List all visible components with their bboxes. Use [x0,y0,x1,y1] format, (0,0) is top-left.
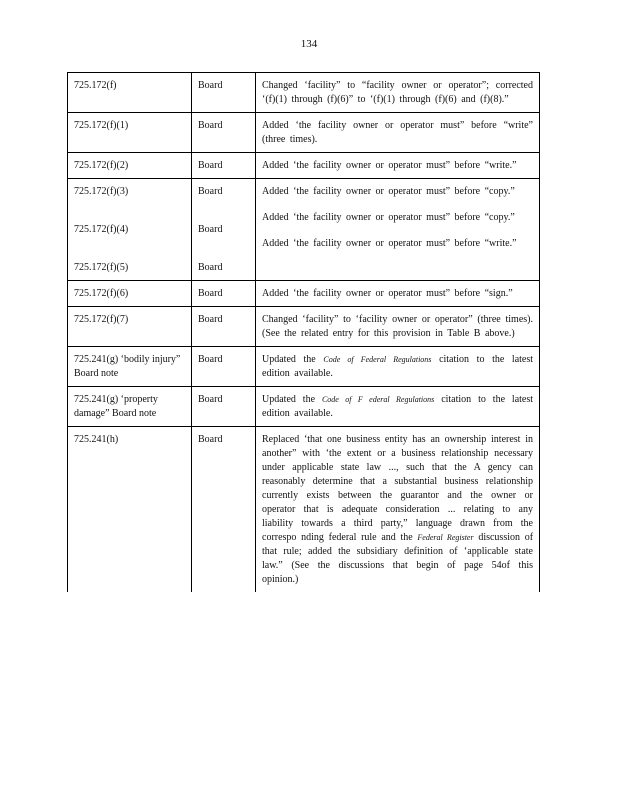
section-label: 725.172(f)(5) [74,262,129,273]
table-row [68,387,540,427]
source-cell: Board [192,387,256,427]
change-text: Added ‘the facility owner or operator must” before “copy.” [262,212,515,223]
change-cell [256,427,540,593]
change-cell [256,179,540,281]
source-cell: Board [192,307,256,347]
table-row [68,347,540,387]
change-cell [256,387,540,427]
source-cell: Board [192,281,256,307]
section-cell: 725.172(f)(6) [68,281,192,307]
change-text: Replaced ‘that one business entity has an ownership interest in another” with ‘the extent or a business relationship necessary under applicable state law ..., such that the A gency can reasonably determine that a substantial business relationship currently exists between the guarantor and the owner or operator that is adequate consideration ... relating to any liability towards a third party,” language drawn from the correspo nding federal rule and the [262,434,533,543]
source-label: Board [198,262,223,273]
section-cell: 725.172(f)(7) [68,307,192,347]
section-cell [68,179,192,281]
citation-title: Federal Register [417,533,474,542]
source-cell: Board [192,73,256,113]
table-row [68,281,540,307]
section-cell: 725.241(g) ‘bodily injury” Board note [68,347,192,387]
table-row [68,427,540,593]
source-cell [192,179,256,281]
change-text: citation to the latest edition available. [262,354,534,379]
source-cell: Board [192,113,256,153]
section-label: 725.172(f)(3) [74,186,129,197]
change-cell: Changed ‘facility” to ‘facility owner or operator” (three times). (See the related entry for this provision in Table B above.) [256,307,540,347]
source-cell: Board [192,153,256,179]
change-text: discussion of that rule; added the subsidiary definition of ‘applicable state law.” (See the discussions that begin of page 54of this opinion.) [262,532,534,585]
section-cell: 725.241(h) [68,427,192,593]
change-cell: Added ‘the facility owner or operator must” before “write” (three times). [256,113,540,153]
source-label: Board [198,224,223,235]
section-cell: 725.172(f)(1) [68,113,192,153]
source-label: Board [198,186,223,197]
section-cell: 725.172(f)(2) [68,153,192,179]
change-cell [256,347,540,387]
change-text: Updated the [262,354,316,365]
table-row-merged [68,179,540,281]
changes-table [67,72,540,592]
change-text: Updated the [262,394,316,405]
citation-title: Code of Federal Regulations [323,355,432,364]
change-text: Added ‘the facility owner or operator must” before “copy.” [262,186,515,197]
source-cell: Board [192,427,256,593]
section-cell: 725.172(f) [68,73,192,113]
change-text: Added ‘the facility owner or operator must” before “write.” [262,238,517,249]
change-cell: Changed ‘facility” to “facility owner or operator”; corrected ‘(f)(1) through (f)(6)” to ‘(f)(1) through (f)(6) and (f)(8).” [256,73,540,113]
change-cell: Added ‘the facility owner or operator must” before “sign.” [256,281,540,307]
table-row [68,307,540,347]
table-row [68,113,540,153]
table-row [68,153,540,179]
source-cell: Board [192,347,256,387]
change-text: citation to the latest edition available. [262,394,534,419]
citation-title: Code of F ederal Regulations [321,395,435,404]
change-cell: Added ‘the facility owner or operator must” before “write.” [256,153,540,179]
table-row [68,73,540,113]
section-cell: 725.241(g) ‘property damage” Board note [68,387,192,427]
page-number: 134 [300,38,318,50]
section-label: 725.172(f)(4) [74,224,129,235]
